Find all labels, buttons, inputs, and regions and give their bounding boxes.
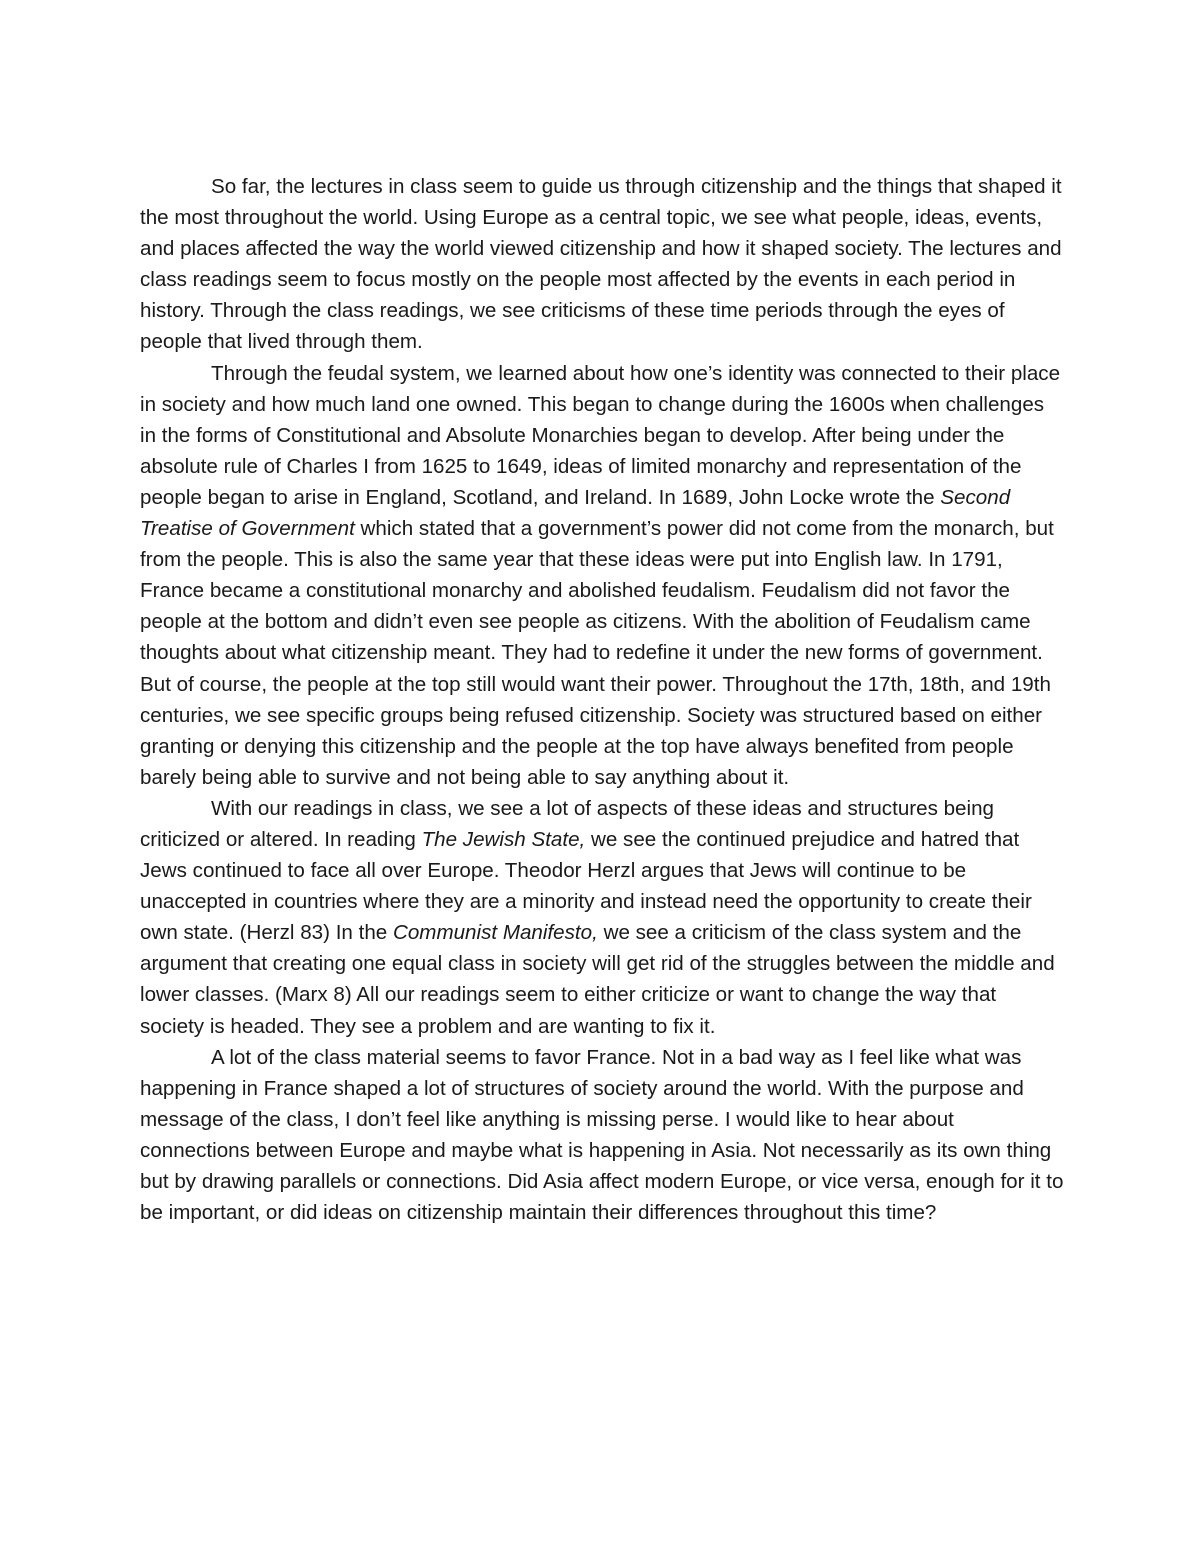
paragraph-3-text-b: we see the continued prejudice and hatred that Jews continued to face all over Europe. Theodor Herzl argues that Jews will continue to be unaccepted in countries where they are a minority and instead need the opportunity to create their own state. (Herzl 83) In the: [140, 827, 1032, 945]
book-title-communist-manifesto: Communist Manifesto,: [392, 921, 598, 945]
paragraph-3-text-a: With our readings in class, we see a lot of aspects of these ideas and structures being criticized or altered. In reading: [140, 796, 994, 851]
paragraph-2: [140, 358, 1065, 793]
paragraph-4: [140, 1042, 1065, 1229]
paragraph-2-text-b: which stated that a government’s power did not come from the monarch, but from the people. This is also the same year that these ideas were put into English law. In 1791, France became a constitutional monarchy and abolished feudalism. Feudalism did not favor the people at the bottom and didn’t even see people as citizens. With the abolition of Feudalism came thoughts about what citizenship meant. They had to redefine it under the new forms of government. But of course, the people at the top still would want their power. Throughout the 17th, 18th, and 19th centuries, we see specific groups being refused citizenship. Society was structured based on either granting or denying this citizenship and the people at the top have always benefited from people barely being able to survive and not being able to say anything about it.: [140, 517, 1054, 789]
book-title-jewish-state: The Jewish State,: [421, 827, 586, 851]
paragraph-4-text: A lot of the class material seems to favor France. Not in a bad way as I feel like what was happening in France shaped a lot of structures of society around the world. With the purpose and message of the class, I don’t feel like anything is missing perse. I would like to hear about connections between Europe and maybe what is happening in Asia. Not necessarily as its own thing but by drawing parallels or connections. Did Asia affect modern Europe, or vice versa, enough for it to be important, or did ideas on citizenship maintain their differences throughout this time?: [140, 1045, 1064, 1225]
paragraph-1: [140, 171, 1065, 358]
paragraph-3-text-c: we see a criticism of the class system and the argument that creating one equal class in society will get rid of the struggles between the middle and lower classes. (Marx 8) All our readings seem to either criticize or want to change the way that society is headed. They see a problem and are wanting to fix it.: [140, 921, 1055, 1038]
essay-body: [140, 171, 1065, 1228]
paragraph-3: [140, 793, 1065, 1042]
paragraph-2-text-a: Through the feudal system, we learned about how one’s identity was connected to their place in society and how much land one owned. This began to change during the 1600s when challenges in the forms of Constitutional and Absolute Monarchies began to develop. After being under the absolute rule of Charles I from 1625 to 1649, ideas of limited monarchy and representation of the people began to arise in England, Scotland, and Ireland. In 1689, John Locke wrote the: [140, 361, 1061, 509]
paragraph-1-text: So far, the lectures in class seem to guide us through citizenship and the things that shaped it the most throughout the world. Using Europe as a central topic, we see what people, ideas, events, and places affected the way the world viewed citizenship and how it shaped society. The lectures and class readings seem to focus mostly on the people most affected by the events in each period in history. Through the class readings, we see criticisms of these time periods through the eyes of people that lived through them.: [140, 175, 1062, 354]
book-title-second-treatise: Second Treatise of Government: [140, 485, 1011, 541]
